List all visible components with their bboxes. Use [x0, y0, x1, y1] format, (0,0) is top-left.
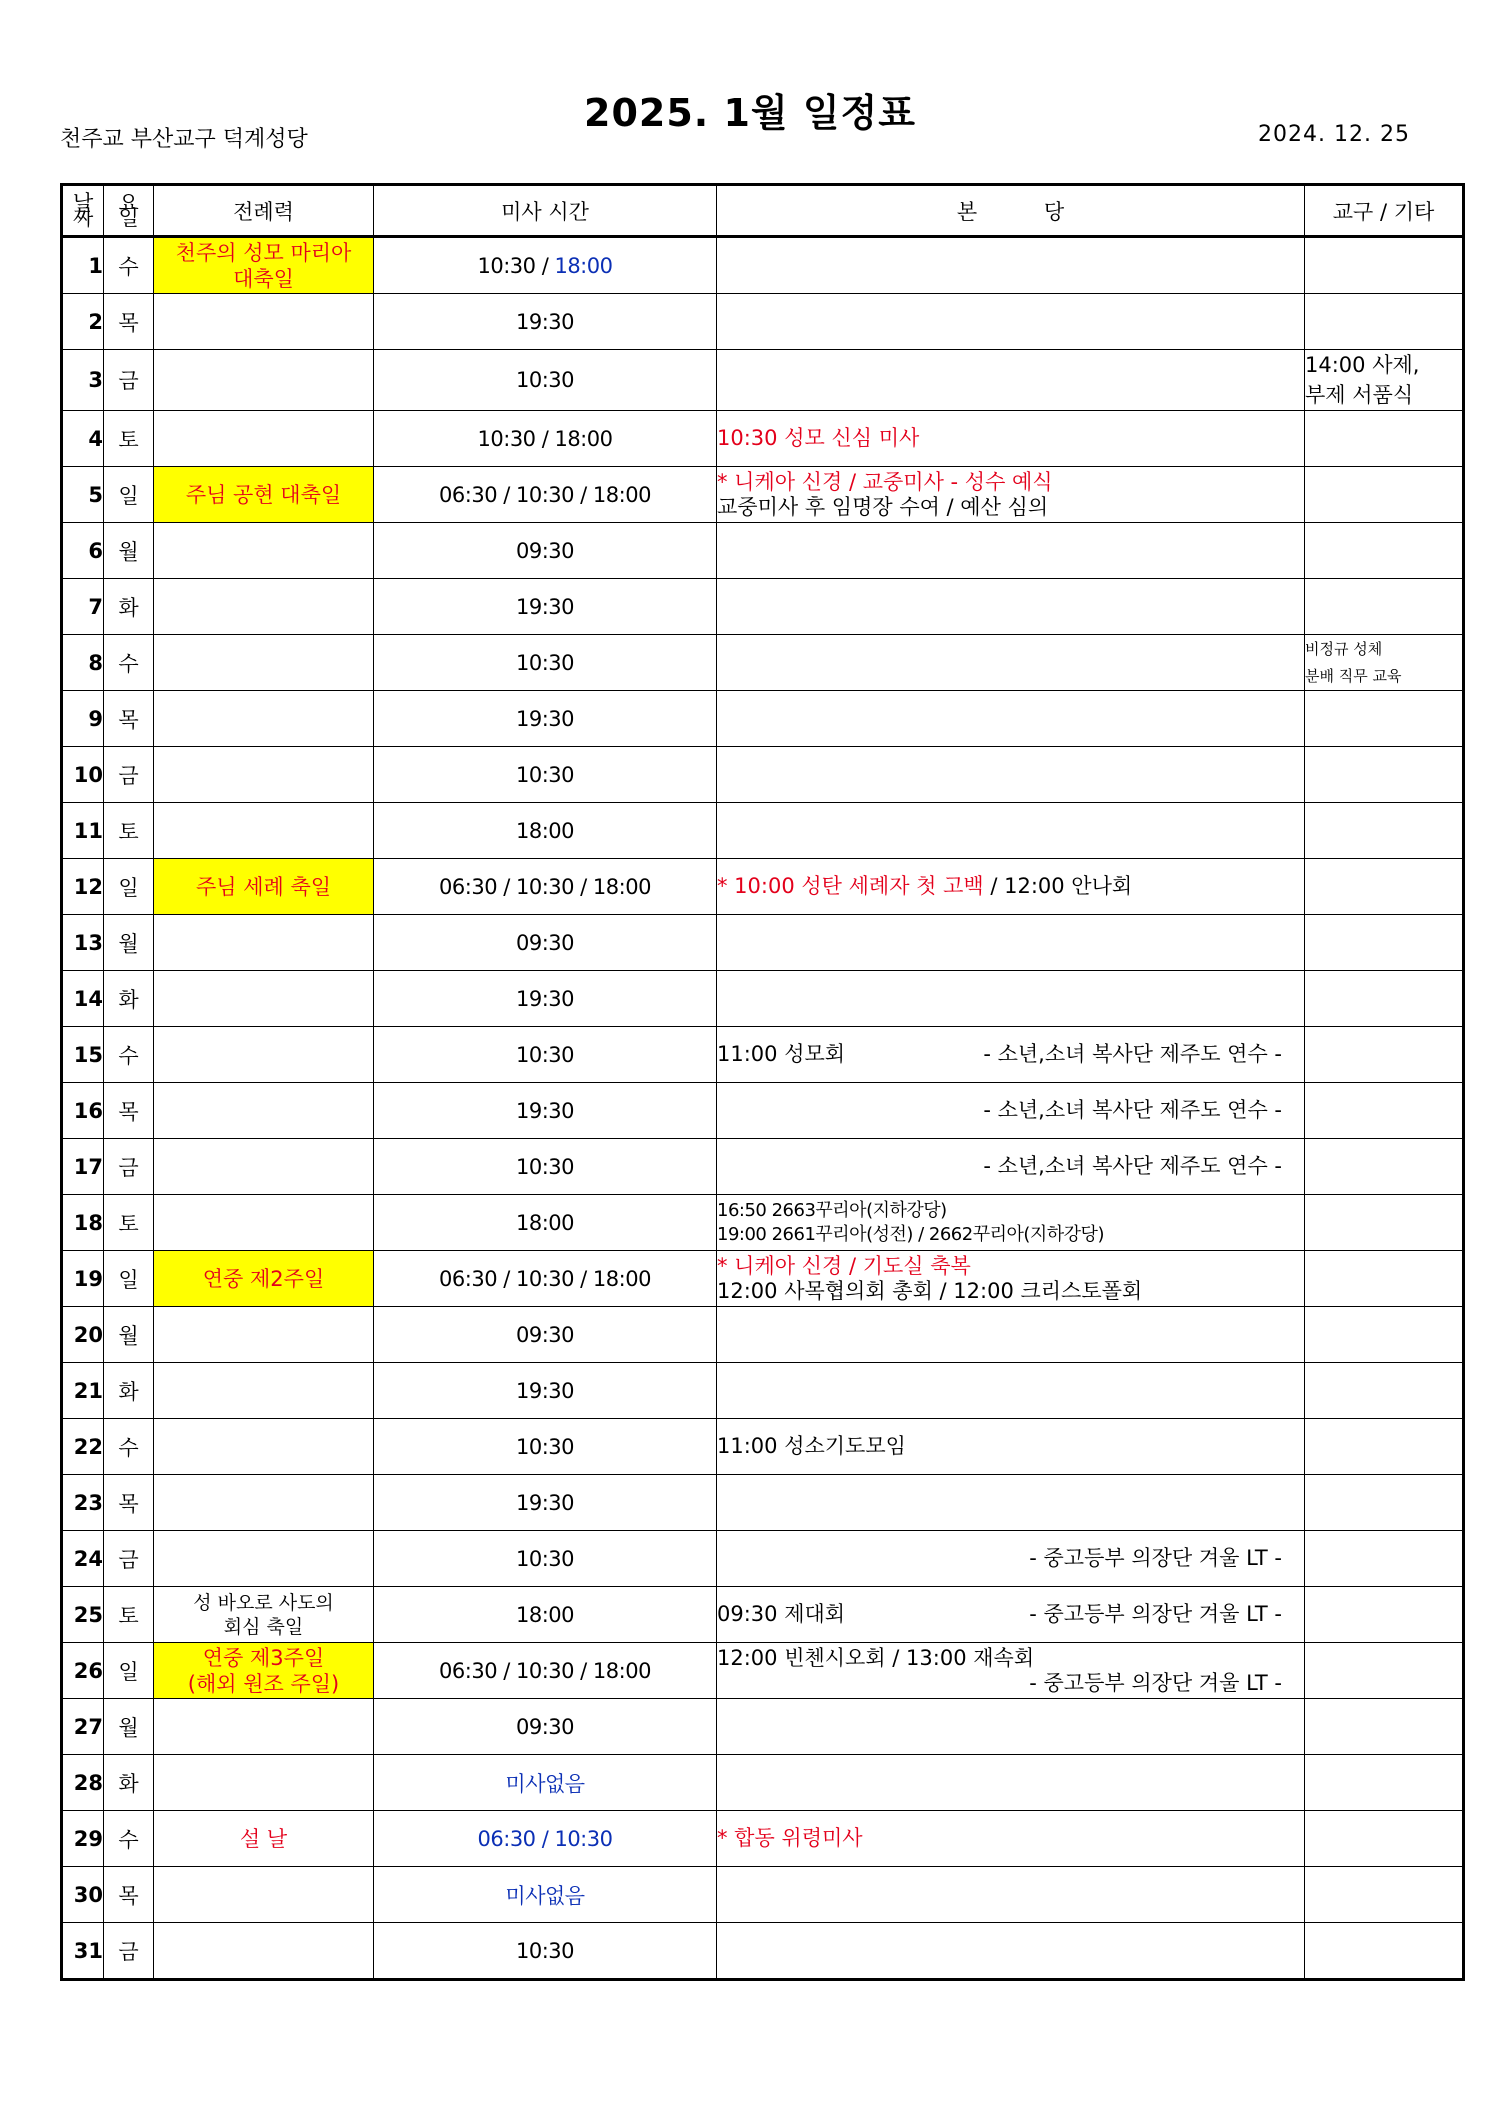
liturgy-cell: 연중 제3주일 (해외 원조 주일) [154, 1643, 374, 1699]
header-etc: 교구 / 기타 [1305, 185, 1464, 237]
day-cell: 16 [62, 1083, 104, 1139]
weekday-cell: 화 [104, 971, 154, 1027]
etc-cell: 14:00 사제, 부제 서품식 [1305, 350, 1464, 411]
day-cell: 7 [62, 579, 104, 635]
header-main: 본 당 [717, 185, 1305, 237]
mass-cell: 09:30 [374, 1307, 717, 1363]
mass-cell: 10:30 [374, 1027, 717, 1083]
etc-cell [1305, 294, 1464, 350]
liturgy-cell: 주님 공현 대축일 [154, 467, 374, 523]
etc-cell [1305, 1363, 1464, 1419]
mass-cell: 06:30 / 10:30 / 18:00 [374, 467, 717, 523]
table-row [62, 294, 1464, 350]
weekday-cell: 금 [104, 1531, 154, 1587]
mass-cell: 10:30 [374, 635, 717, 691]
mass-cell: 06:30 / 10:30 / 18:00 [374, 1251, 717, 1307]
table-row [62, 859, 1464, 915]
liturgy-cell [154, 1531, 374, 1587]
etc-cell [1305, 1139, 1464, 1195]
mass-cell: 19:30 [374, 1475, 717, 1531]
table-row [62, 1923, 1464, 1980]
weekday-cell: 일 [104, 467, 154, 523]
table-row [62, 579, 1464, 635]
organization-name: 천주교 부산교구 덕계성당 [60, 127, 308, 152]
table-row [62, 1251, 1464, 1307]
header-day: 날짜 [62, 185, 104, 237]
main-cell [717, 1363, 1305, 1419]
table-row [62, 1139, 1464, 1195]
table-row [62, 635, 1464, 691]
liturgy-cell [154, 1419, 374, 1475]
day-cell: 20 [62, 1307, 104, 1363]
weekday-cell: 토 [104, 1587, 154, 1643]
liturgy-cell [154, 294, 374, 350]
liturgy-cell [154, 523, 374, 579]
etc-cell [1305, 915, 1464, 971]
header-weekday: 요일 [104, 185, 154, 237]
main-cell: 16:50 2663꾸리아(지하강당) 19:00 2661꾸리아(성전) / 2662꾸리아(지하강당) [717, 1195, 1305, 1251]
mass-cell: 10:30 [374, 1419, 717, 1475]
weekday-cell: 월 [104, 915, 154, 971]
etc-cell [1305, 579, 1464, 635]
weekday-cell: 일 [104, 859, 154, 915]
day-cell: 14 [62, 971, 104, 1027]
liturgy-cell [154, 691, 374, 747]
main-cell [717, 523, 1305, 579]
etc-cell [1305, 1699, 1464, 1755]
weekday-cell: 목 [104, 1867, 154, 1923]
mass-cell: 19:30 [374, 579, 717, 635]
liturgy-cell: 연중 제2주일 [154, 1251, 374, 1307]
table-row [62, 1643, 1464, 1699]
table-row [62, 691, 1464, 747]
header-mass: 미사 시간 [374, 185, 717, 237]
day-cell: 9 [62, 691, 104, 747]
table-row [62, 1867, 1464, 1923]
mass-cell: 06:30 / 10:30 [374, 1811, 717, 1867]
weekday-cell: 목 [104, 1083, 154, 1139]
etc-cell [1305, 1251, 1464, 1307]
mass-cell: 10:30 [374, 350, 717, 411]
table-row [62, 237, 1464, 294]
etc-cell [1305, 1475, 1464, 1531]
main-cell [717, 1923, 1305, 1980]
etc-cell [1305, 1531, 1464, 1587]
mass-cell: 09:30 [374, 915, 717, 971]
liturgy-cell [154, 350, 374, 411]
main-cell [717, 915, 1305, 971]
weekday-cell: 일 [104, 1643, 154, 1699]
day-cell: 12 [62, 859, 104, 915]
liturgy-cell [154, 1699, 374, 1755]
schedule-table [60, 183, 1465, 1981]
etc-cell [1305, 1755, 1464, 1811]
liturgy-cell [154, 1307, 374, 1363]
day-cell: 4 [62, 411, 104, 467]
weekday-cell: 월 [104, 523, 154, 579]
day-cell: 27 [62, 1699, 104, 1755]
liturgy-cell [154, 915, 374, 971]
etc-cell [1305, 1867, 1464, 1923]
table-row [62, 1419, 1464, 1475]
day-cell: 8 [62, 635, 104, 691]
day-cell: 13 [62, 915, 104, 971]
table-row [62, 1307, 1464, 1363]
liturgy-cell [154, 1475, 374, 1531]
day-cell: 23 [62, 1475, 104, 1531]
liturgy-cell [154, 579, 374, 635]
etc-cell [1305, 411, 1464, 467]
day-cell: 25 [62, 1587, 104, 1643]
main-cell: * 10:00 성탄 세례자 첫 고백 / 12:00 안나회 [717, 859, 1305, 915]
main-cell: 11:00 성소기도모임 [717, 1419, 1305, 1475]
mass-cell: 19:30 [374, 294, 717, 350]
liturgy-cell [154, 635, 374, 691]
day-cell: 24 [62, 1531, 104, 1587]
main-cell [717, 294, 1305, 350]
mass-cell: 10:30 [374, 1531, 717, 1587]
etc-cell [1305, 523, 1464, 579]
etc-cell [1305, 467, 1464, 523]
mass-cell: 09:30 [374, 1699, 717, 1755]
mass-cell: 18:00 [374, 1195, 717, 1251]
mass-cell: 10:30 [374, 747, 717, 803]
table-row [62, 350, 1464, 411]
etc-cell [1305, 1923, 1464, 1980]
liturgy-cell [154, 747, 374, 803]
table-row [62, 1027, 1464, 1083]
mass-cell: 18:00 [374, 803, 717, 859]
weekday-cell: 수 [104, 1811, 154, 1867]
etc-cell [1305, 971, 1464, 1027]
main-cell: - 소년,소녀 복사단 제주도 연수 - [717, 1139, 1305, 1195]
etc-cell [1305, 747, 1464, 803]
etc-cell [1305, 1643, 1464, 1699]
table-row [62, 1699, 1464, 1755]
day-cell: 28 [62, 1755, 104, 1811]
liturgy-cell [154, 1867, 374, 1923]
main-cell: * 니케아 신경 / 교중미사 - 성수 예식 교중미사 후 임명장 수여 / 예산 심의 [717, 467, 1305, 523]
main-cell [717, 803, 1305, 859]
day-cell: 31 [62, 1923, 104, 1980]
weekday-cell: 일 [104, 1251, 154, 1307]
liturgy-cell: 설 날 [154, 1811, 374, 1867]
table-row [62, 1587, 1464, 1643]
table-row [62, 747, 1464, 803]
table-row [62, 1363, 1464, 1419]
etc-cell [1305, 1587, 1464, 1643]
etc-cell [1305, 1811, 1464, 1867]
day-cell: 22 [62, 1419, 104, 1475]
liturgy-cell [154, 803, 374, 859]
main-cell [717, 691, 1305, 747]
table-row [62, 1531, 1464, 1587]
mass-cell: 미사없음 [374, 1867, 717, 1923]
weekday-cell: 토 [104, 803, 154, 859]
table-row [62, 1811, 1464, 1867]
mass-cell: 19:30 [374, 971, 717, 1027]
day-cell: 30 [62, 1867, 104, 1923]
weekday-cell: 목 [104, 294, 154, 350]
liturgy-cell [154, 1755, 374, 1811]
day-cell: 6 [62, 523, 104, 579]
mass-cell: 10:30 [374, 1923, 717, 1980]
day-cell: 5 [62, 467, 104, 523]
main-cell: 10:30 성모 신심 미사 [717, 411, 1305, 467]
main-cell [717, 350, 1305, 411]
day-cell: 3 [62, 350, 104, 411]
main-cell: * 니케아 신경 / 기도실 축복 12:00 사목협의회 총회 / 12:00 크리스토폴회 [717, 1251, 1305, 1307]
weekday-cell: 수 [104, 635, 154, 691]
day-cell: 29 [62, 1811, 104, 1867]
liturgy-cell: 주님 세례 축일 [154, 859, 374, 915]
etc-cell [1305, 691, 1464, 747]
etc-cell [1305, 1027, 1464, 1083]
etc-cell [1305, 1307, 1464, 1363]
weekday-cell: 목 [104, 691, 154, 747]
header-liturgy: 전례력 [154, 185, 374, 237]
mass-cell: 06:30 / 10:30 / 18:00 [374, 859, 717, 915]
etc-cell [1305, 803, 1464, 859]
day-cell: 1 [62, 237, 104, 294]
table-row [62, 411, 1464, 467]
table-row [62, 1755, 1464, 1811]
table-row [62, 523, 1464, 579]
liturgy-cell [154, 1923, 374, 1980]
issue-date: 2024. 12. 25 [1258, 122, 1410, 147]
main-cell [717, 1475, 1305, 1531]
table-row [62, 467, 1464, 523]
liturgy-cell [154, 1363, 374, 1419]
mass-cell: 09:30 [374, 523, 717, 579]
day-cell: 11 [62, 803, 104, 859]
day-cell: 18 [62, 1195, 104, 1251]
day-cell: 2 [62, 294, 104, 350]
weekday-cell: 화 [104, 579, 154, 635]
main-cell: - 중고등부 의장단 겨울 LT - [717, 1531, 1305, 1587]
main-cell [717, 1307, 1305, 1363]
table-row [62, 1195, 1464, 1251]
day-cell: 19 [62, 1251, 104, 1307]
weekday-cell: 금 [104, 747, 154, 803]
main-cell [717, 1699, 1305, 1755]
etc-cell [1305, 1195, 1464, 1251]
mass-cell: 10:30 [374, 1139, 717, 1195]
day-cell: 21 [62, 1363, 104, 1419]
weekday-cell: 월 [104, 1307, 154, 1363]
table-row [62, 1083, 1464, 1139]
liturgy-cell: 천주의 성모 마리아 대축일 [154, 237, 374, 294]
liturgy-cell: 성 바오로 사도의 회심 축일 [154, 1587, 374, 1643]
mass-cell: 19:30 [374, 691, 717, 747]
day-cell: 15 [62, 1027, 104, 1083]
main-cell [717, 1867, 1305, 1923]
mass-cell: 10:30 / 18:00 [374, 411, 717, 467]
mass-cell: 미사없음 [374, 1755, 717, 1811]
main-cell: - 소년,소녀 복사단 제주도 연수 - [717, 1083, 1305, 1139]
mass-cell: 19:30 [374, 1363, 717, 1419]
main-cell [717, 747, 1305, 803]
page-title: 2025. 1월 일정표 [584, 91, 916, 135]
liturgy-cell [154, 1027, 374, 1083]
table-row [62, 1475, 1464, 1531]
weekday-cell: 토 [104, 411, 154, 467]
etc-cell [1305, 237, 1464, 294]
weekday-cell: 수 [104, 1027, 154, 1083]
liturgy-cell [154, 1083, 374, 1139]
liturgy-cell [154, 411, 374, 467]
mass-cell: 19:30 [374, 1083, 717, 1139]
main-cell [717, 237, 1305, 294]
main-cell: * 합동 위령미사 [717, 1811, 1305, 1867]
weekday-cell: 월 [104, 1699, 154, 1755]
main-cell: 11:00 성모회 - 소년,소녀 복사단 제주도 연수 - [717, 1027, 1305, 1083]
weekday-cell: 금 [104, 1923, 154, 1980]
main-cell [717, 579, 1305, 635]
etc-cell [1305, 1083, 1464, 1139]
weekday-cell: 금 [104, 350, 154, 411]
mass-cell: 06:30 / 10:30 / 18:00 [374, 1643, 717, 1699]
etc-cell [1305, 1419, 1464, 1475]
weekday-cell: 수 [104, 237, 154, 294]
table-row [62, 971, 1464, 1027]
day-cell: 17 [62, 1139, 104, 1195]
table-row [62, 803, 1464, 859]
main-cell [717, 971, 1305, 1027]
mass-cell: 10:30 / 18:00 [374, 237, 717, 294]
liturgy-cell [154, 1195, 374, 1251]
weekday-cell: 화 [104, 1755, 154, 1811]
main-cell: 09:30 제대회 - 중고등부 의장단 겨울 LT - [717, 1587, 1305, 1643]
etc-cell [1305, 859, 1464, 915]
day-cell: 10 [62, 747, 104, 803]
main-cell [717, 1755, 1305, 1811]
weekday-cell: 수 [104, 1419, 154, 1475]
main-cell [717, 635, 1305, 691]
main-cell: 12:00 빈첸시오회 / 13:00 재속회 - 중고등부 의장단 겨울 LT - [717, 1643, 1305, 1699]
weekday-cell: 목 [104, 1475, 154, 1531]
weekday-cell: 화 [104, 1363, 154, 1419]
table-header-row [62, 185, 1464, 237]
liturgy-cell [154, 1139, 374, 1195]
weekday-cell: 토 [104, 1195, 154, 1251]
mass-cell: 18:00 [374, 1587, 717, 1643]
etc-cell: 비정규 성체 분배 직무 교육 [1305, 635, 1464, 691]
table-row [62, 915, 1464, 971]
weekday-cell: 금 [104, 1139, 154, 1195]
liturgy-cell [154, 971, 374, 1027]
day-cell: 26 [62, 1643, 104, 1699]
